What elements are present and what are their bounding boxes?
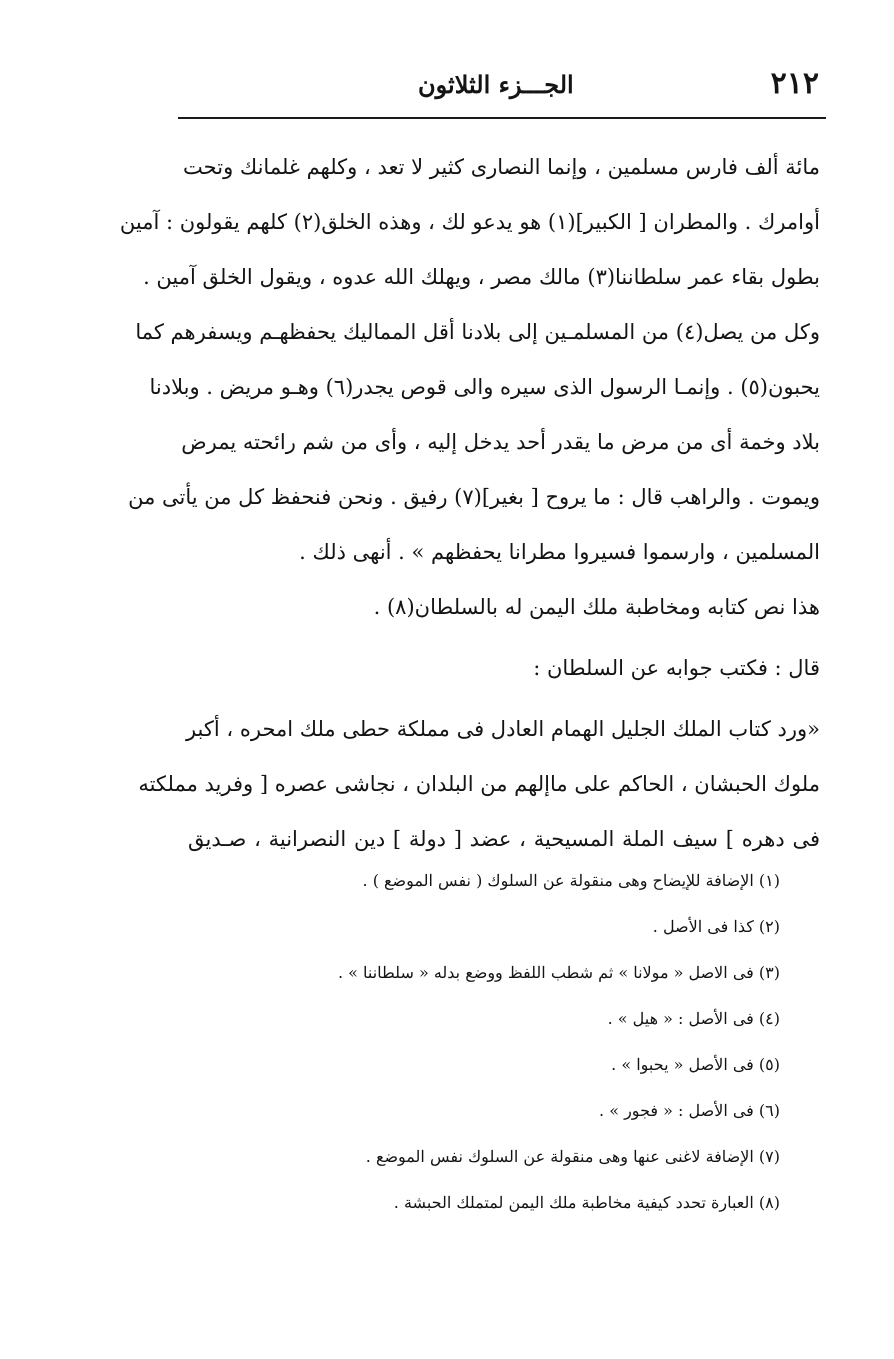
text-line: فى دهره ] سيف الملة المسيحية ، عضد [ دولة ] دين النصرانية ، صـديق bbox=[188, 827, 820, 851]
footnote: (٣) فى الاصل « مولانا » ثم شطب اللفظ ووضع بدله « سلطاننا » . bbox=[337, 963, 780, 982]
text-line: «ورد كتاب الملك الجليل الهمام العادل فى مملكة حطى ملك امحره ، أكبر bbox=[185, 717, 820, 741]
text-line: بلاد وخمة أى من مرض ما يقدر أحد يدخل إليه ، وأى من شم رائحته يمرض bbox=[181, 430, 820, 454]
footnotes bbox=[330, 858, 780, 1226]
text-line: قال : فكتب جوابه عن السلطان : bbox=[533, 656, 820, 680]
footnote: (٨) العبارة تحدد كيفية مخاطبة ملك اليمن لمتملك الحبشة . bbox=[393, 1193, 780, 1212]
main-text bbox=[119, 140, 820, 867]
text-line: يحبون(٥) . وإنمـا الرسول الذى سيره والى قوص يجدر(٦) وهـو مريض . وبلادنا bbox=[149, 375, 820, 399]
page-number: ٢١٢ bbox=[770, 66, 819, 101]
footnote: (٢) كذا فى الأصل . bbox=[652, 917, 780, 936]
header-divider bbox=[178, 117, 826, 119]
text-line: أوامرك . والمطران [ الكبير](١) هو يدعو لك ، وهذه الخلق(٢) كلهم يقولون : آمين bbox=[119, 210, 820, 234]
footnote: (١) الإضافة للإيضاح وهى منقولة عن السلوك ( نفس الموضع ) . bbox=[362, 871, 780, 890]
page-header bbox=[178, 62, 823, 114]
text-line: هذا نص كتابه ومخاطبة ملك اليمن له بالسلطان(٨) . bbox=[373, 595, 820, 619]
footnote: (٥) فى الأصل « يحبوا » . bbox=[611, 1055, 780, 1074]
text-line: بطول بقاء عمر سلطاننا(٣) مالك مصر ، ويهلك الله عدوه ، ويقول الخلق آمين . bbox=[143, 265, 820, 289]
footnote: (٦) فى الأصل : « فجور » . bbox=[599, 1101, 780, 1120]
footnote: (٤) فى الأصل : « هيل » . bbox=[607, 1009, 780, 1028]
text-line: المسلمين ، وارسموا فسيروا مطرانا يحفظهم » . أنهى ذلك . bbox=[299, 540, 820, 564]
text-line: ويموت . والراهب قال : ما يروح [ بغير](٧) رفيق . ونحن فنحفظ كل من يأتى من bbox=[128, 485, 820, 509]
text-line: وكل من يصل(٤) من المسلمـين إلى بلادنا أقل المماليك يحفظهـم ويسفرهم كما bbox=[135, 320, 820, 344]
footnote: (٧) الإضافة لاغنى عنها وهى منقولة عن السلوك نفس الموضع . bbox=[365, 1147, 780, 1166]
text-line: ملوك الحبشان ، الحاكم على ماإلهم من البلدان ، نجاشى عصره [ وفريد مملكته bbox=[138, 772, 820, 796]
running-title: الجـــزء الثلاثون bbox=[418, 70, 574, 99]
text-line: مائة ألف فارس مسلمين ، وإنما النصارى كثير لا تعد ، وكلهم غلمانك وتحت bbox=[183, 155, 820, 179]
